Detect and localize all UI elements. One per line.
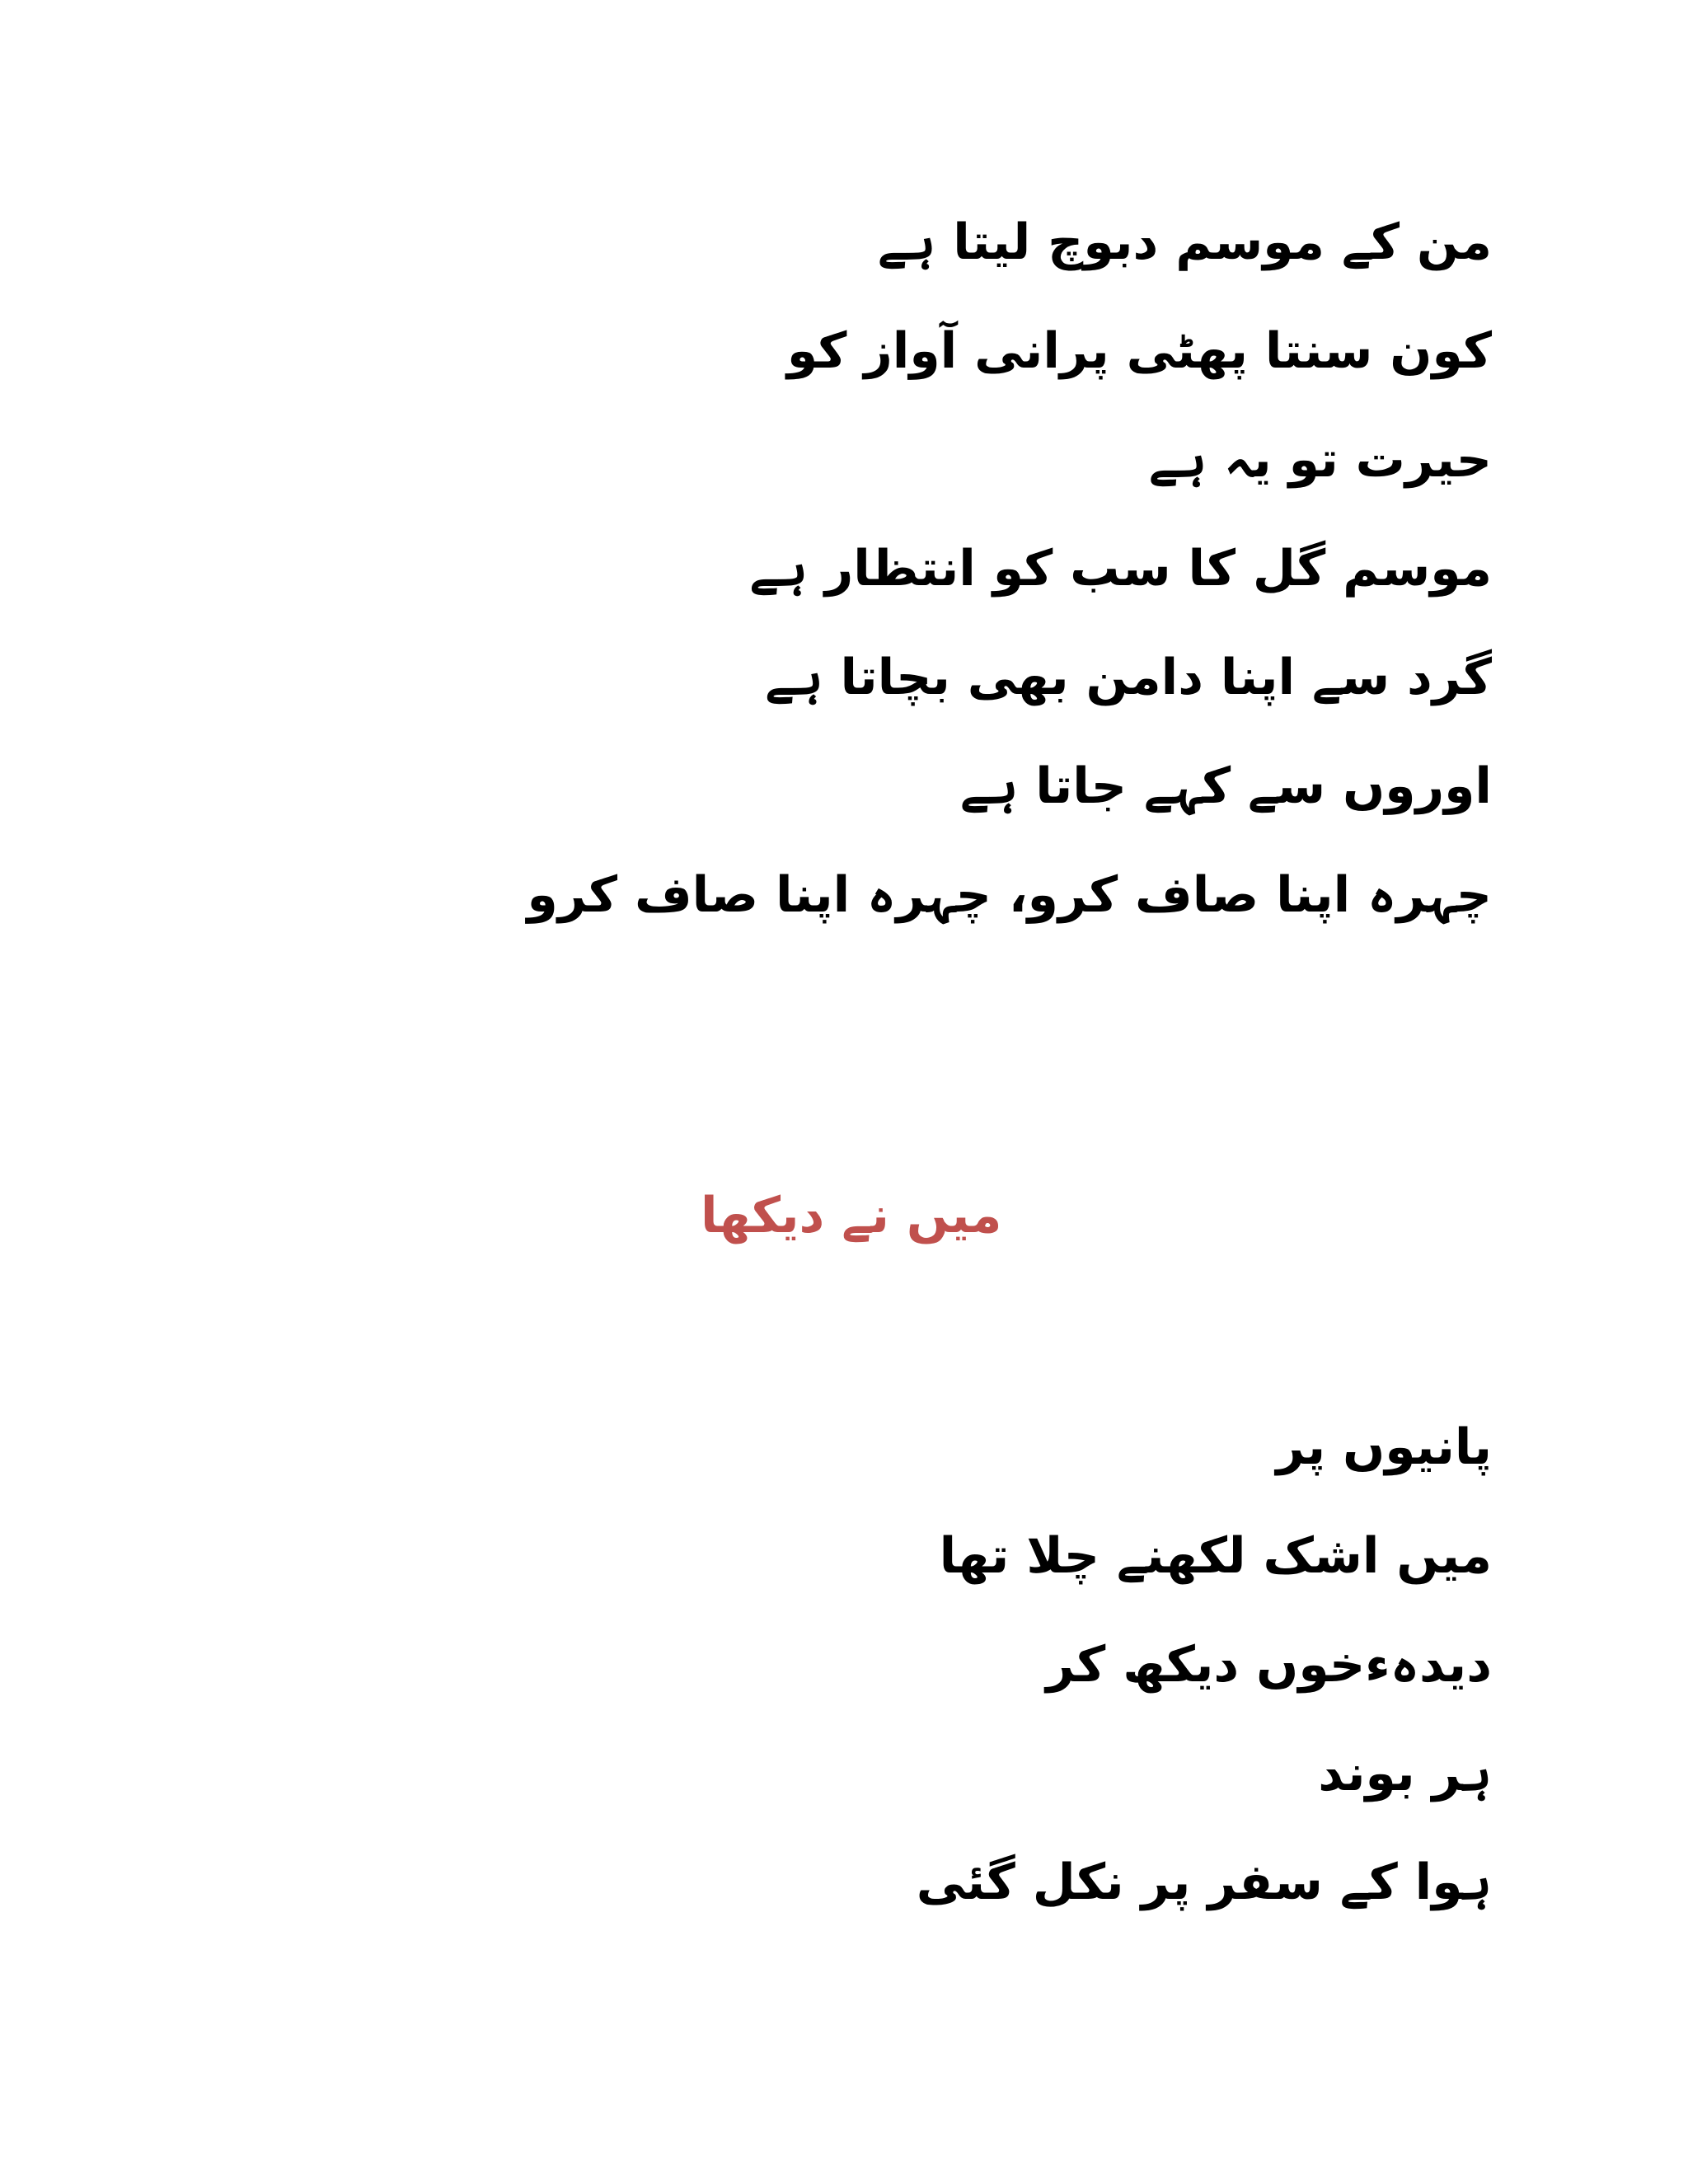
- poem-stanza-bottom: [917, 1393, 1492, 1937]
- poem-title: میں نے دیکھا: [701, 1187, 1002, 1244]
- poem-line: ہوا کے سفر پر نکل گئی: [916, 1854, 1492, 1911]
- poem-line: میں اشک لکھنے چلا تھا: [939, 1527, 1492, 1585]
- poem-stanza-top: [528, 188, 1492, 949]
- poem-line: موسم گل کا سب کو انتظار ہے: [749, 540, 1492, 598]
- poem-line: اوروں سے کہے جاتا ہے: [960, 757, 1492, 815]
- poem-line: کون سنتا پھٹی پرانی آواز کو: [786, 322, 1492, 380]
- poem-line: چہرہ اپنا صاف کرو، چہرہ اپنا صاف کرو: [527, 866, 1492, 924]
- poem-line: من کے موسم دبوچ لیتا ہے: [878, 213, 1492, 271]
- poem-line: حیرت تو یہ ہے: [1148, 431, 1492, 489]
- poem-line: دیدہءخوں دیکھ کر: [1046, 1636, 1492, 1694]
- poem-line: پانیوں پر: [1276, 1418, 1492, 1476]
- poem-line: ہر بوند: [1318, 1745, 1492, 1802]
- poem-line: گرد سے اپنا دامن بھی بچاتا ہے: [765, 649, 1492, 706]
